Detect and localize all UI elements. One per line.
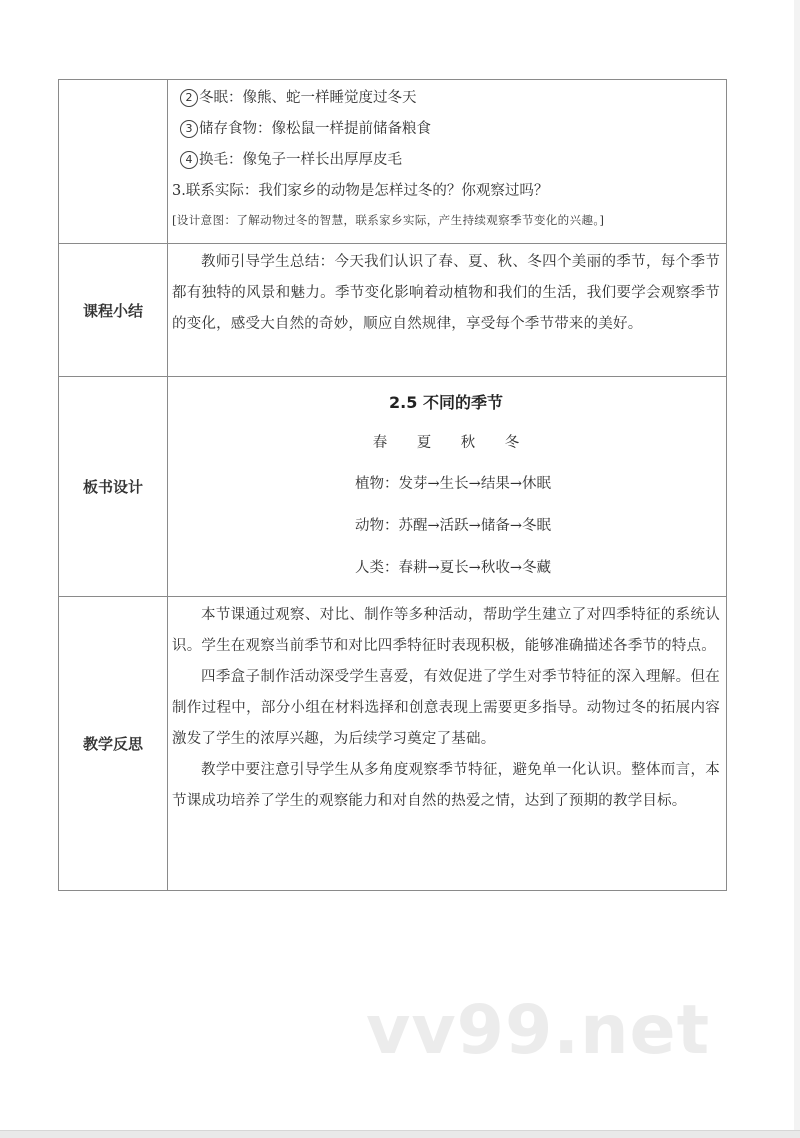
practice-question: 3.联系实际：我们家乡的动物是怎样过冬的？你观察过吗？	[172, 183, 549, 199]
summary-paragraph: 教师引导学生总结：今天我们认识了春、夏、秋、冬四个美丽的季节，每个季节都有独特的风景和魅力。季节变化影响着动植物和我们的生活，我们要学会观察季节的变化，感受大自然的奇妙，顺应自然规律，享受每个季节带来的美好。	[172, 254, 720, 332]
table-row-teaching-reflection	[59, 597, 727, 891]
season-autumn: 秋	[460, 435, 476, 451]
reflection-paragraph-1: 本节课通过观察、对比、制作等多种活动，帮助学生建立了对四季特征的系统认识。学生在观察当前季节和对比四季特征时表现积极，能够准确描述各季节的特点。	[172, 607, 720, 654]
reflection-paragraph-3: 教学中要注意引导学生从多角度观察季节特征，避免单一化认识。整体而言，本节课成功培养了学生的观察能力和对自然的热爱之情，达到了预期的教学目标。	[172, 762, 720, 809]
season-summer: 夏	[416, 435, 432, 451]
design-intent-note: [设计意图：了解动物过冬的智慧，联系家乡实际，产生持续观察季节变化的兴趣。]	[172, 213, 605, 227]
board-layout	[172, 377, 720, 589]
season-spring: 春	[372, 435, 388, 451]
circled-number-3: 3	[180, 120, 198, 138]
table-row-activity-continuation	[59, 80, 727, 244]
course-summary-content	[168, 244, 727, 377]
board-line-plants: 植物：发芽→生长→结果→休眠	[355, 476, 551, 492]
list-item-hibernation: 2 冬眠：像熊、蛇一样睡觉度过冬天	[172, 80, 720, 114]
row-label-board-design: 板书设计	[59, 377, 168, 597]
season-winter: 冬	[504, 435, 520, 451]
board-line-animals: 动物：苏醒→活跃→储备→冬眠	[355, 518, 551, 534]
circled-number-2: 2	[180, 89, 198, 107]
row-label-course-summary: 课程小结	[59, 244, 168, 377]
watermark-text: vv99.net	[366, 991, 711, 1070]
board-title: 2.5 不同的季节	[389, 393, 503, 412]
activity-content	[168, 80, 727, 244]
list-item-store-food: 3 储存食物：像松鼠一样提前储备粮食	[172, 114, 720, 145]
circled-number-4: 4	[180, 151, 198, 169]
table-row-course-summary	[59, 244, 727, 377]
lesson-plan-table	[58, 79, 727, 891]
list-item-molting: 4 换毛：像兔子一样长出厚厚皮毛	[172, 145, 720, 176]
page-edge-right	[794, 0, 800, 1137]
teaching-reflection-content	[168, 597, 727, 891]
reflection-paragraph-2: 四季盒子制作活动深受学生喜爱，有效促进了学生对季节特征的深入理解。但在制作过程中，部分小组在材料选择和创意表现上需要更多指导。动物过冬的拓展内容激发了学生的浓厚兴趣，为后续学习奠定了基础。	[172, 669, 720, 747]
table-row-board-design	[59, 377, 727, 597]
row-label-teaching-reflection: 教学反思	[59, 597, 168, 891]
board-design-content	[168, 377, 727, 597]
board-line-humans: 人类：春耕→夏长→秋收→冬藏	[355, 560, 551, 576]
board-seasons	[172, 423, 720, 463]
row-label-empty	[59, 80, 168, 244]
